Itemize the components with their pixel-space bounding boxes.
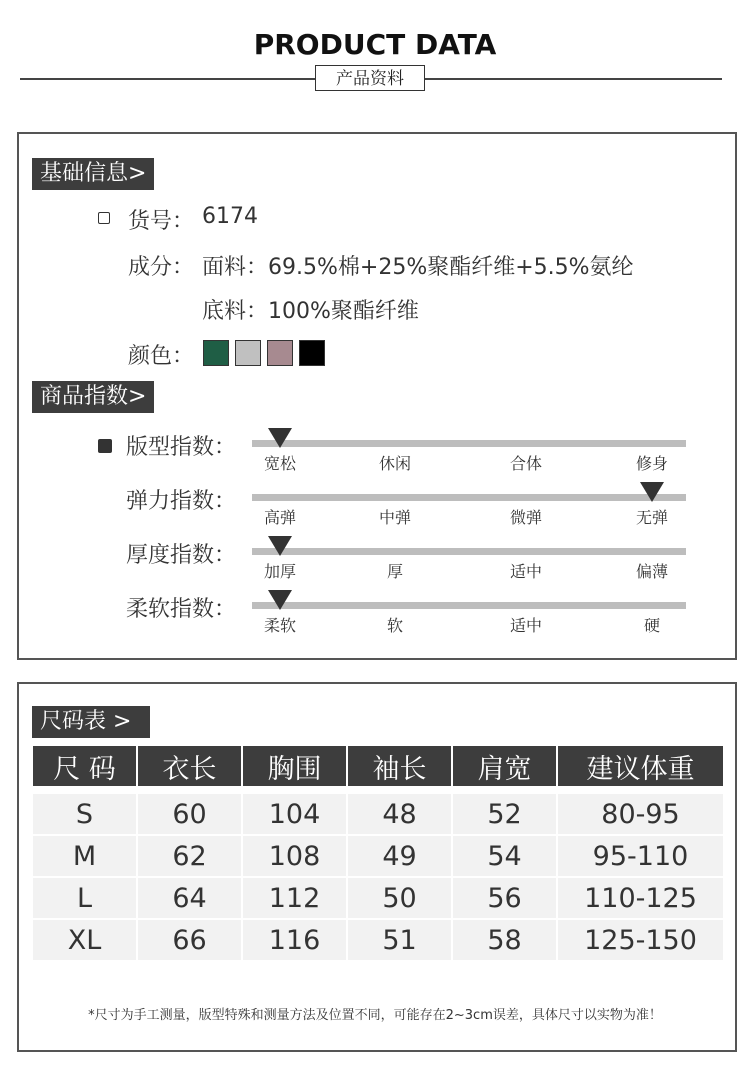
index-tick-label: 微弹	[509, 508, 543, 527]
index-tick-label: 休闲	[378, 454, 412, 473]
index-tick-label: 柔软	[263, 616, 297, 635]
color-swatch	[203, 340, 229, 366]
item-number-value: 6174	[202, 204, 258, 229]
table-cell: 60	[138, 794, 241, 834]
size-chart-tag: 尺码表 >	[32, 706, 150, 738]
index-label: 柔软指数：	[126, 597, 237, 622]
color-label: 颜色：	[128, 344, 195, 369]
index-tick-label: 加厚	[263, 562, 297, 581]
table-cell: 54	[453, 836, 556, 876]
header-sleeve: 袖长	[348, 746, 451, 786]
index-marker-icon	[268, 590, 292, 610]
table-cell: L	[33, 878, 136, 918]
header-length: 衣长	[138, 746, 241, 786]
table-cell: 66	[138, 920, 241, 960]
index-label: 厚度指数：	[126, 543, 237, 568]
table-cell: 116	[243, 920, 346, 960]
table-cell: S	[33, 794, 136, 834]
table-cell: XL	[33, 920, 136, 960]
index-tick-label: 合体	[509, 454, 543, 473]
page-title: PRODUCT DATA	[253, 28, 497, 61]
index-track	[252, 440, 686, 447]
bullet-icon	[98, 439, 112, 453]
table-cell: 95-110	[558, 836, 723, 876]
size-table	[31, 744, 725, 962]
table-cell: 108	[243, 836, 346, 876]
item-number-label: 货号：	[128, 209, 195, 234]
table-cell: 104	[243, 794, 346, 834]
header-divider-right	[424, 78, 722, 80]
table-cell: 125-150	[558, 920, 723, 960]
table-cell: 58	[453, 920, 556, 960]
index-tick-label: 适中	[509, 562, 543, 581]
index-tick-label: 适中	[509, 616, 543, 635]
index-tick-label: 软	[386, 616, 404, 635]
lining-composition: 底料：100%聚酯纤维	[202, 299, 419, 324]
index-marker-icon	[268, 428, 292, 448]
index-tick-label: 无弹	[635, 508, 669, 527]
measurement-note: *尺寸为手工测量，版型特殊和测量方法及位置不同，可能存在2~3cm误差，具体尺寸以实物为准！	[88, 1008, 662, 1023]
size-table-header	[33, 746, 723, 786]
table-row	[33, 920, 723, 960]
index-track	[252, 548, 686, 555]
table-row	[33, 794, 723, 834]
index-label: 版型指数：	[126, 435, 237, 460]
index-tick-label: 硬	[643, 616, 661, 635]
table-cell: 49	[348, 836, 451, 876]
table-cell: 56	[453, 878, 556, 918]
page-subtitle: 产品资料	[315, 65, 425, 91]
index-track	[252, 602, 686, 609]
color-swatch	[267, 340, 293, 366]
composition-label: 成分：	[128, 255, 195, 280]
index-tick-label: 中弹	[378, 508, 412, 527]
table-cell: 51	[348, 920, 451, 960]
table-cell: 112	[243, 878, 346, 918]
index-marker-icon	[268, 536, 292, 556]
table-cell: 50	[348, 878, 451, 918]
table-cell: 48	[348, 794, 451, 834]
header-shoulder: 肩宽	[453, 746, 556, 786]
table-cell: M	[33, 836, 136, 876]
basic-info-tag: 基础信息>	[32, 158, 154, 190]
index-marker-icon	[640, 482, 664, 502]
index-label: 弹力指数：	[126, 489, 237, 514]
table-cell: 62	[138, 836, 241, 876]
index-track	[252, 494, 686, 501]
bullet-icon	[98, 212, 110, 224]
index-tick-label: 宽松	[263, 454, 297, 473]
table-cell: 52	[453, 794, 556, 834]
table-cell: 64	[138, 878, 241, 918]
header-weight: 建议体重	[558, 746, 723, 786]
index-tick-label: 修身	[635, 454, 669, 473]
header-divider-left	[20, 78, 316, 80]
color-swatch	[299, 340, 325, 366]
table-row	[33, 878, 723, 918]
fabric-composition: 面料：69.5%棉+25%聚酯纤维+5.5%氨纶	[202, 255, 634, 280]
index-tick-label: 高弹	[263, 508, 297, 527]
index-tick-label: 厚	[386, 562, 404, 581]
product-index-tag: 商品指数>	[32, 381, 154, 413]
table-cell: 80-95	[558, 794, 723, 834]
header-chest: 胸围	[243, 746, 346, 786]
header-size: 尺 码	[33, 746, 136, 786]
color-swatch	[235, 340, 261, 366]
table-cell: 110-125	[558, 878, 723, 918]
index-tick-label: 偏薄	[635, 562, 669, 581]
table-row	[33, 836, 723, 876]
